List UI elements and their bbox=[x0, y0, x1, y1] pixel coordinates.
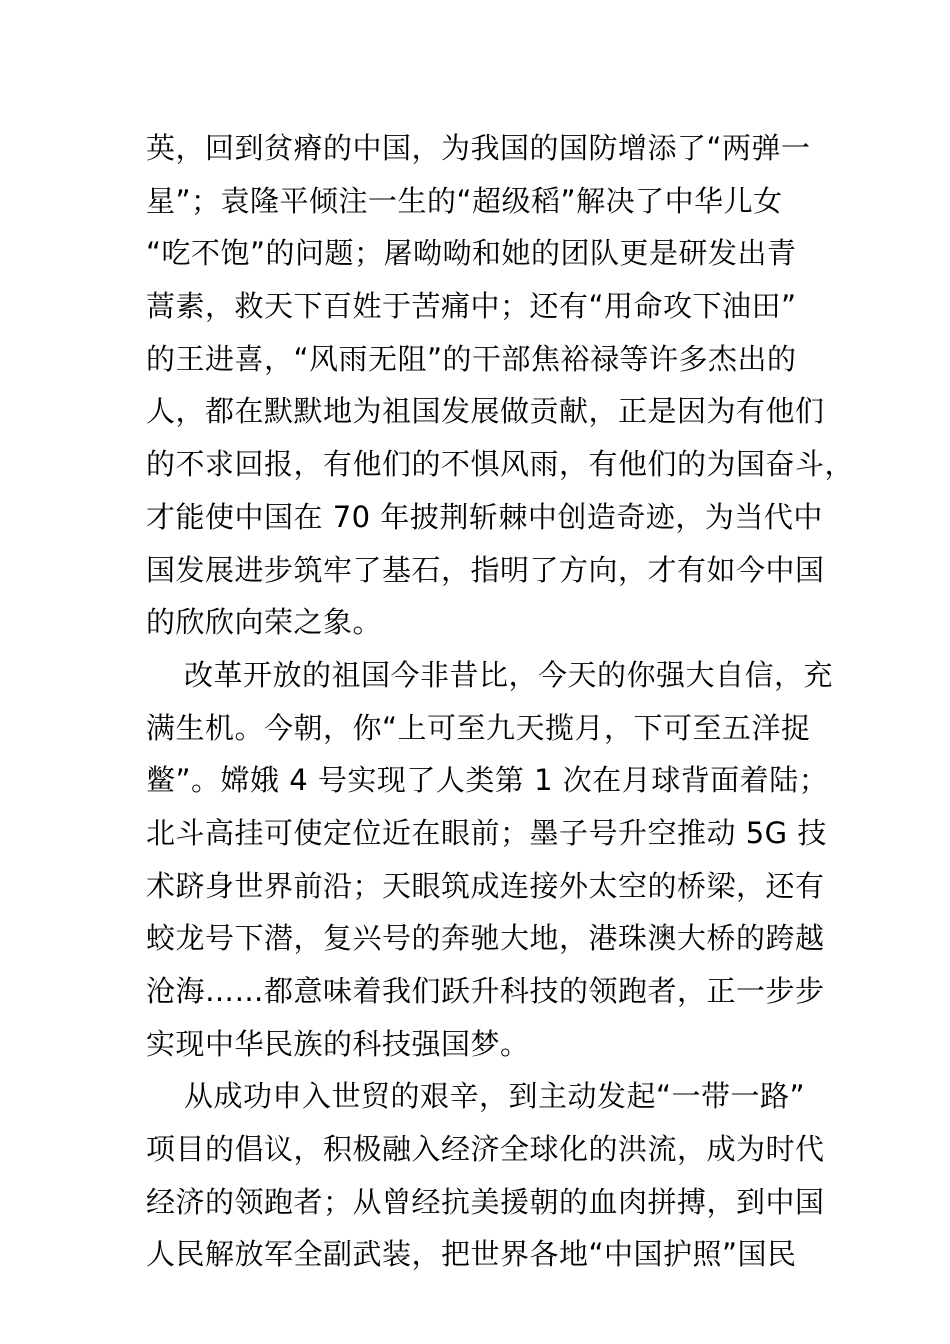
paragraph-1 bbox=[146, 122, 855, 649]
text-line: 人民解放军全副武装，把世界各地“中国护照”国民 bbox=[146, 1237, 797, 1272]
text-line: 经济的领跑者；从曾经抗美援朝的血肉拼搏，到中国 bbox=[146, 1184, 825, 1219]
text-line: 的欣欣向荣之象。 bbox=[146, 605, 383, 640]
text-line: 实现中华民族的科技强国梦。 bbox=[146, 1026, 530, 1061]
text-line: 蛟龙号下潜，复兴号的奔驰大地，港珠澳大桥的跨越 bbox=[146, 921, 825, 956]
document-body bbox=[146, 122, 855, 1281]
text-line: 的不求回报，有他们的不惧风雨，有他们的为国奋斗， bbox=[146, 447, 855, 482]
text-line: 满生机。今朝，你“上可至九天揽月，下可至五洋捉 bbox=[146, 710, 811, 745]
text-line: 术跻身世界前沿；天眼筑成连接外太空的桥梁，还有 bbox=[146, 868, 825, 903]
text-line: 的王进喜，“风雨无阻”的干部焦裕禄等许多杰出的 bbox=[146, 341, 797, 376]
text-line: “吃不饱”的问题；屠呦呦和她的团队更是研发出青 bbox=[146, 236, 797, 271]
text-line: 改革开放的祖国今非昔比，今天的你强大自信，充 bbox=[184, 657, 834, 692]
paragraph-3 bbox=[146, 1070, 825, 1281]
text-line: 项目的倡议，积极融入经济全球化的洪流，成为时代 bbox=[146, 1132, 825, 1167]
text-line: 蒿素，救天下百姓于苦痛中；还有“用命攻下油田” bbox=[146, 289, 797, 324]
text-line: 鳖”。嫦娥 4 号实现了人类第 1 次在月球背面着陆； bbox=[146, 763, 829, 798]
text-line: 英，回到贫瘠的中国，为我国的国防增添了“两弹一 bbox=[146, 131, 811, 165]
text-line: 星”；袁隆平倾注一生的“超级稻”解决了中华儿女 bbox=[146, 183, 783, 218]
text-line: 北斗高挂可使定位近在眼前；墨子号升空推动 5G 技 bbox=[146, 815, 827, 850]
paragraph-2 bbox=[146, 649, 834, 1071]
text-line: 才能使中国在 70 年披荆斩棘中创造奇迹，为当代中 bbox=[146, 499, 823, 534]
text-line: 人，都在默默地为祖国发展做贡献，正是因为有他们 bbox=[146, 394, 825, 429]
text-line: 从成功申入世贸的艰辛，到主动发起“一带一路” bbox=[184, 1079, 806, 1114]
text-line: 国发展进步筑牢了基石，指明了方向，才有如今中国 bbox=[146, 552, 825, 587]
text-line: 沧海……都意味着我们跃升科技的领跑者，正一步步 bbox=[146, 974, 825, 1008]
